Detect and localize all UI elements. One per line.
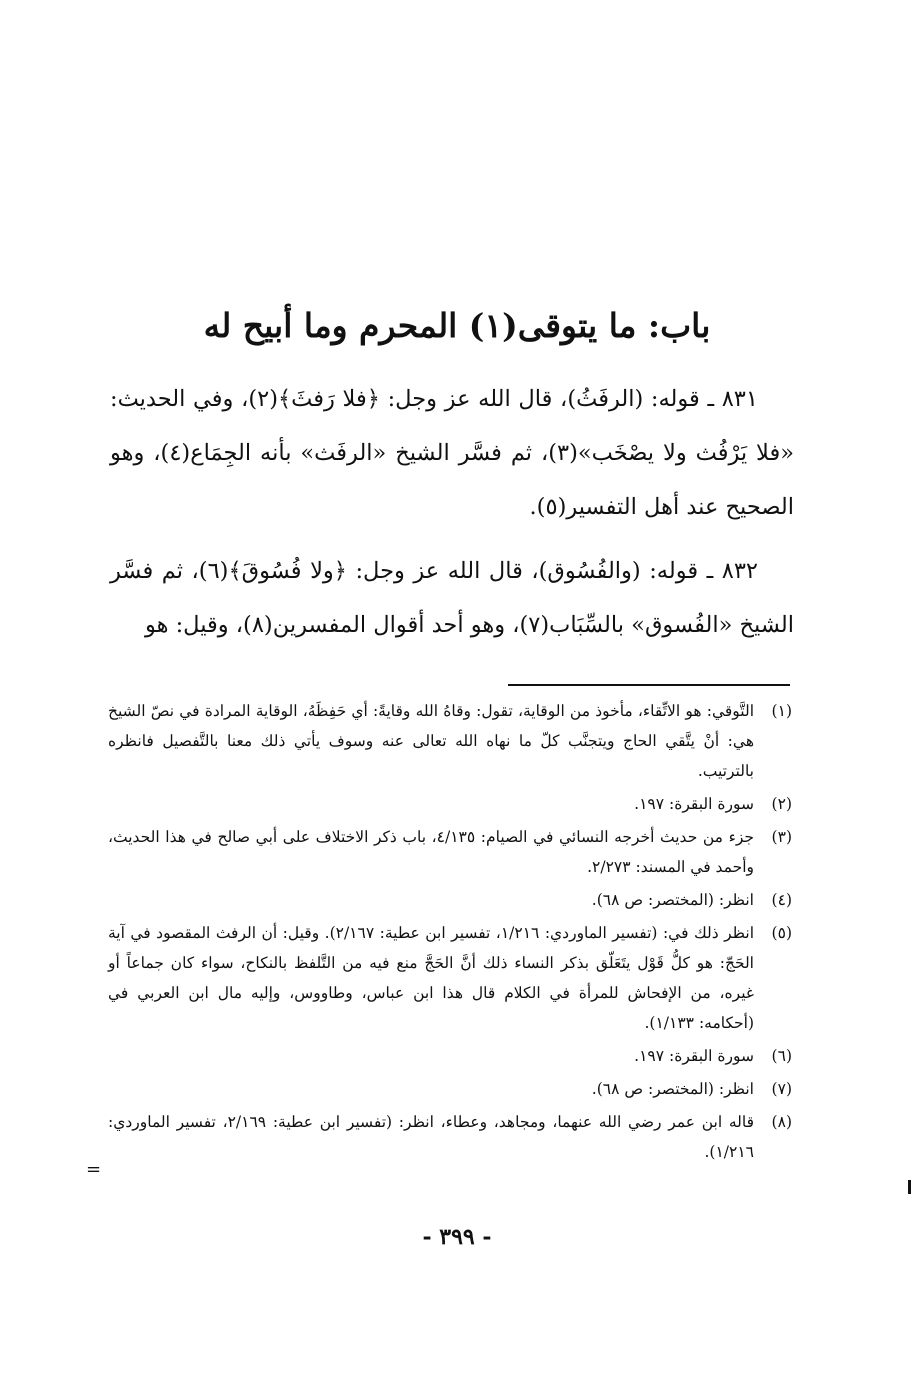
paragraph-831: ٨٣١ ـ قوله: (الرفَثُ)، قال الله عز وجل: ﴿فلا رَفثَ﴾(٢)، وفي الحديث: «فلا يَرْفُث ولا يصْخَب»(٣)، ثم فسَّر الشيخ «الرفَث» بأنه الجِمَاع(٤)، وهو الصحيح عند أهل التفسير(٥). — [110, 386, 795, 520]
scan-edge-mark — [908, 1180, 911, 1194]
footnote-item — [108, 1074, 792, 1104]
footnote-text: سورة البقرة: ١٩٧. — [634, 795, 754, 813]
footnote-number: (٦) — [771, 1047, 792, 1065]
footnote-separator — [508, 684, 790, 686]
footnote-text: قاله ابن عمر رضي الله عنهما، ومجاهد، وعطاء، انظر: (تفسير ابن عطية: ٢/١٦٩، تفسير الماوردي: ١/٢١٦). — [108, 1113, 754, 1161]
footnote-text: انظر: (المختصر: ص ٦٨). — [591, 891, 754, 909]
footnote-text: سورة البقرة: ١٩٧. — [634, 1047, 754, 1065]
footnote-text: انظر ذلك في: (تفسير الماوردي: ١/٢١٦، تفسير ابن عطية: ٢/١٦٧). وقيل: أن الرفث المقصود في آية الحَجّ: هو كلُّ قَوْل يتَعَلّق بذكر النساء ذلك أنَّ الحَجَّ منع فيه من التَّلفظ بالنكاح، سواء كان جماعاً أو غيره، من الإفحاش للمرأة في الكلام قال هذا ابن عباس، وطاووس، وإليه مال ابن العربي في (أحكامه: ١/١٣٣). — [108, 924, 754, 1032]
footnote-number: (١) — [771, 702, 792, 720]
paragraph-832: ٨٣٢ ـ قوله: (والفُسُوق)، قال الله عز وجل: ﴿ولا فُسُوقَ﴾(٦)، ثم فسَّر الشيخ «الفُسوق» بالسِّبَاب(٧)، وهو أحد أقوال المفسرين(٨)، وقيل: هو — [110, 558, 794, 638]
continuation-mark: = — [86, 1159, 102, 1180]
footnote-item — [108, 696, 792, 786]
footnote-number: (٤) — [771, 891, 792, 909]
footnote-number: (٥) — [771, 924, 792, 942]
footnote-item — [108, 1107, 792, 1167]
footnote-text: جزء من حديث أخرجه النسائي في الصيام: ٤/١٣٥، باب ذكر الاختلاف على أبي صالح في هذا الحديث، وأحمد في المسند: ٢/٢٧٣. — [108, 828, 754, 876]
footnote-item — [108, 885, 792, 915]
footnote-item — [108, 1041, 792, 1071]
footnote-number: (٣) — [771, 828, 792, 846]
footnote-item — [108, 789, 792, 819]
page-number: - ٣٩٩ - — [422, 1224, 492, 1250]
main-text — [110, 372, 794, 662]
footnote-number: (٧) — [771, 1080, 792, 1098]
footnote-text: انظر: (المختصر: ص ٦٨). — [591, 1080, 754, 1098]
footnote-number: (٢) — [771, 795, 792, 813]
footnote-item — [108, 822, 792, 882]
footnotes-list — [108, 696, 792, 1170]
footnote-number: (٨) — [771, 1113, 792, 1131]
chapter-title: باب: ما يتوقى(١) المحرم وما أبيح له — [203, 306, 711, 345]
footnote-text: التَّوقي: هو الاتِّقاء، مأخوذ من الوقاية، تقول: وقاهُ الله وقايةً: أي حَفِظَهُ، الوقاية المرادة في نصّ الشيخ هي: أنْ يتَّقي الحاج ويتجنَّب كلّ ما نهاه الله تعالى عنه وسوف يأتي ذلك معنا بالتَّفصيل فانظره بالترتيب. — [108, 702, 754, 780]
footnote-item — [108, 918, 792, 1038]
